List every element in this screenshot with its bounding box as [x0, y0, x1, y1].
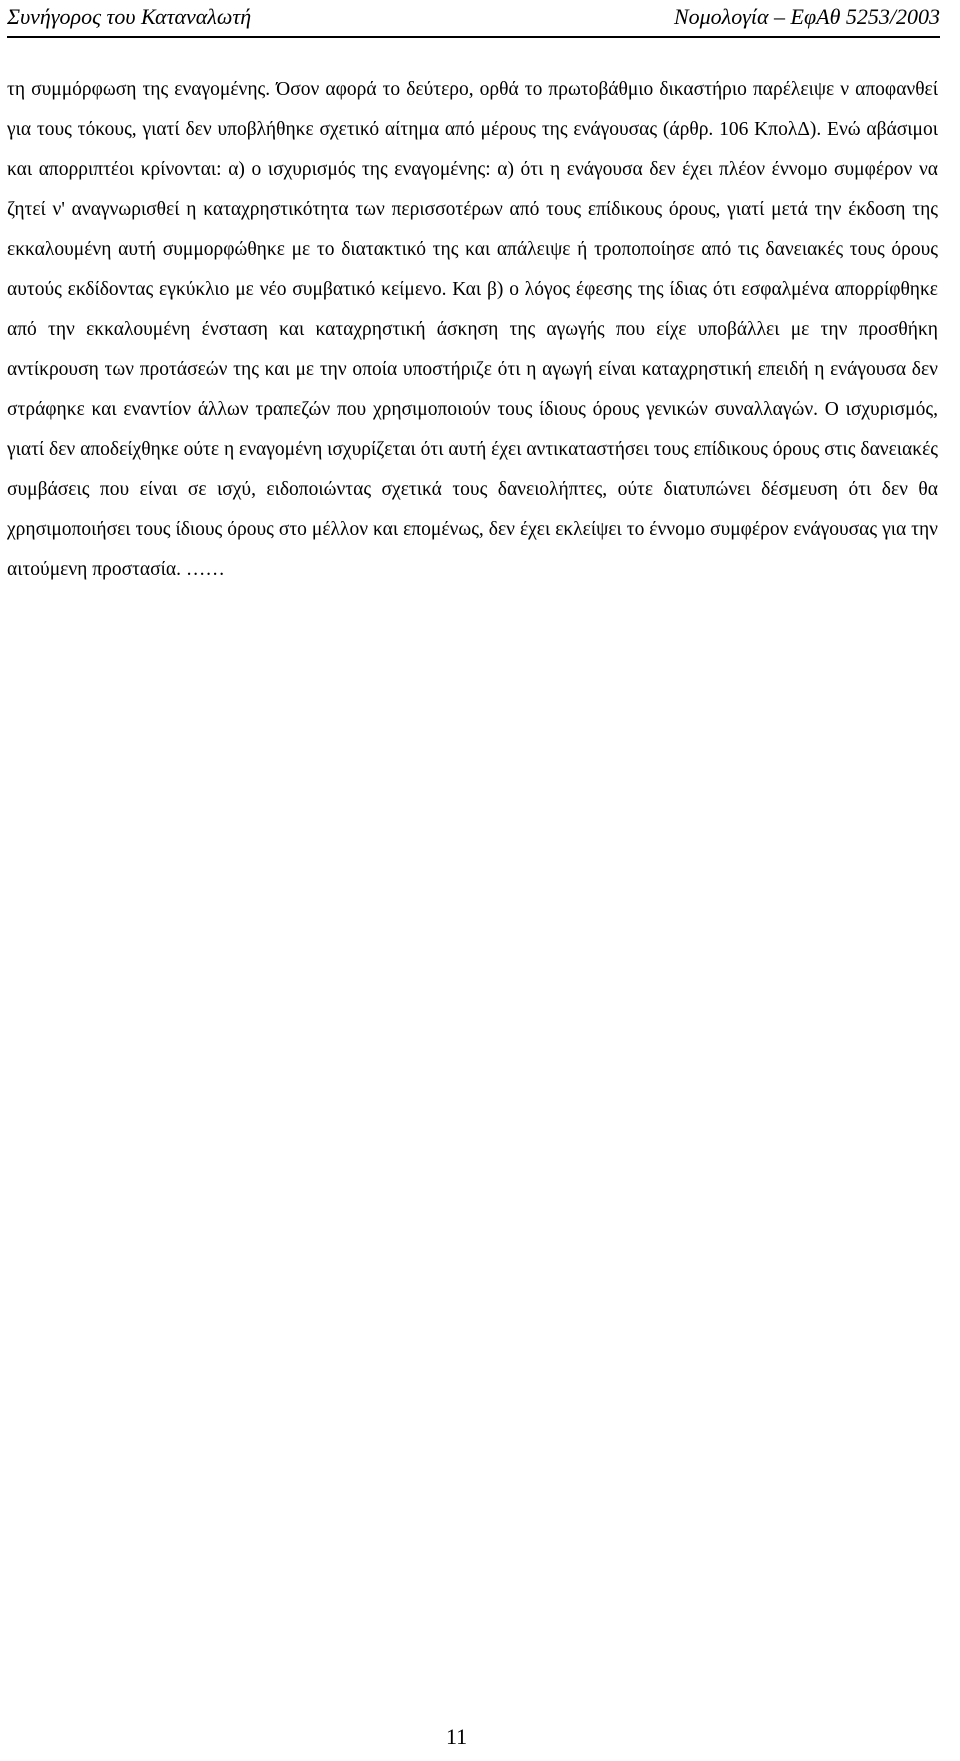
page-header: [7, 2, 940, 38]
header-case-reference: Νομολογία – ΕφΑθ 5253/2003: [673, 4, 940, 29]
header-publisher: Συνήγορος του Καταναλωτή: [7, 4, 252, 29]
page-number: 11: [446, 1724, 468, 1749]
body-paragraph: τη συμμόρφωση της εναγομένης. Όσον αφορά το δεύτερο, ορθά το πρωτοβάθμιο δικαστήριο παρέλειψε ν αποφανθεί για τους τόκους, γιατί δεν υποβλήθηκε σχετικό αίτημα από μέρους της ενάγουσας (άρθρ. 106 ΚπολΔ). Ενώ αβάσιμοι και απορριπτέοι κρίνονται: α) ο ισχυρισμός της εναγομένης: α) ότι η ενάγουσα δεν έχει πλέον έννομο συμφέρον να ζητεί ν' αναγνωρισθεί η καταχρηστικότητα των περισσοτέρων από τους επίδικους όρους, γιατί μετά την έκδοση της εκκαλουμένη αυτή συμμορφώθηκε με το διατακτικό της και απάλειψε ή τροποποίησε από τις δανειακές τους όρους αυτούς εκδίδοντας εγκύκλιο με νέο συμβατικό κείμενο. Και β) ο λόγος έφεσης της ίδιας ότι εσφαλμένα απορρίφθηκε από την εκκαλουμένη ένσταση και καταχρηστική άσκηση της αγωγής που είχε υποβάλλει με την προσθήκη αντίκρουση των προτάσεών της και με την οποία υποστήριζε ότι η αγωγή είναι καταχρηστική επειδή η ενάγουσα δεν στράφηκε και εναντίον άλλων τραπεζών που χρησιμοποιούν τους ίδιους όρους γενικών συναλλαγών. Ο ισχυρισμός, γιατί δεν αποδείχθηκε ούτε η εναγομένη ισχυρίζεται ότι αυτή έχει αντικαταστήσει τους επίδικους όρους στις δανειακές συμβάσεις που είναι σε ισχύ, ειδοποιώντας σχετικά τους δανειολήπτες, ούτε διατυπώνει δέσμευση ότι δεν θα χρησιμοποιήσει τους ίδιους όρους στο μέλλον και επομένως, δεν έχει εκλείψει το έννομο συμφέρον ενάγουσας για την αιτούμενη προστασία. ……: [7, 79, 938, 580]
document-body: [7, 70, 938, 590]
